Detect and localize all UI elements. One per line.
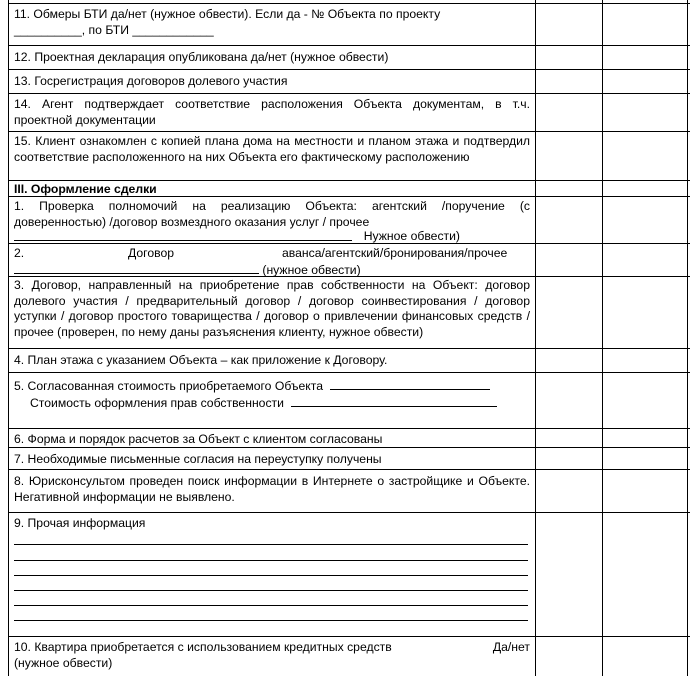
table-border-right [687,0,688,676]
item-5-cost-label: Стоимость оформления прав собственности [30,395,284,410]
row-12-text: 12. Проектная декларация опубликована да/нет (нужное обвести) [14,50,389,64]
item-2-text [14,246,530,278]
item-2-word: Договор [128,246,175,260]
item-3-text: 3. Договор, направленный на приобретение прав собственности на Объект: договор долевого участия / предварительный договор / договор соинвестирования / договор уступки / договор простого товарищества / договор о привлечении финансовых средств /прочее (проверен, по нему даны разъяснения клиенту, нужное обвести) [14,278,530,339]
item-6-text: 6. Форма и порядок расчетов за Объект с клиентом согласованы [14,432,383,446]
item-4-text: 4. План этажа с указанием Объекта – как приложение к Договору. [14,353,388,367]
row-divider [8,636,690,637]
row-11-line1: 11. Обмеры БТИ да/нет (нужное обвести). Если да - № Объекта по проекту [14,7,441,21]
item-5-cost-blank [291,395,497,407]
row-divider [8,512,690,513]
item-10-question: 10. Квартира приобретается с использованием кредитных средств [14,640,392,654]
item-2-options: аванса/агентский/бронирования/прочее [282,246,508,260]
row-divider [8,131,690,132]
row-14-text: 14. Агент подтверждает соответствие расположения Объекта документам, в т.ч. проектной документации [14,97,530,127]
column-divider-2 [602,0,603,676]
row-divider [8,69,690,70]
item-9-line [14,560,528,561]
item-5-text [14,378,530,411]
item-10-yesno: Да/нет [492,640,530,654]
row-divider [8,428,690,429]
item-9-line [14,544,528,545]
row-divider [8,45,690,46]
item-9-line [14,590,528,591]
row-11-bti-label: , по БТИ [81,22,129,37]
item-9-line [14,605,528,606]
item-1-text: 1. Проверка полномочий на реализацию Объекта: агентский /поручение (с доверенностью) /договор возмездного оказания услуг / прочее [14,199,530,229]
row-divider [8,469,690,470]
row-divider [8,372,690,373]
item-9-line [14,620,528,621]
item-2-tail: (нужное обвести) [262,262,361,277]
row-11-blank-bti: ____________ [132,22,214,37]
row-13-text: 13. Госрегистрация договоров долевого участия [14,74,288,88]
row-divider [8,348,690,349]
row-11-blank-project: __________ [14,22,82,37]
item-7-text: 7. Необходимые письменные согласия на переуступку получены [14,452,382,466]
item-10-tail: (нужное обвести) [14,655,113,670]
row-divider [8,180,690,181]
row-divider [8,3,690,4]
item-2-blank [14,262,259,274]
item-2-number: 2. [14,246,25,260]
item-9-line [14,575,528,576]
item-5-price-blank [330,378,490,390]
item-9-label: 9. Прочая информация [14,516,146,530]
item-10-text [14,640,530,671]
row-15-text: 15. Клиент ознакомлен с копией плана дома на местности и планом этажа и подтвердил соответствие расположенного на них Объекта его фактическому расположению [14,134,530,164]
item-8-text: 8. Юрисконсультом проведен поиск информации в Интернете о застройщике и Объекте. Негативной информации не выявлено. [14,474,530,504]
item-5-price-label: 5. Согласованная стоимость приобретаемого Объекта [14,379,323,393]
column-divider-1 [535,0,536,676]
row-divider [8,93,690,94]
table-border-left [8,0,9,676]
section-3-heading: III. Оформление сделки [14,182,157,196]
item-1-tail: Нужное обвести) [363,229,460,243]
row-11-text [14,7,530,38]
